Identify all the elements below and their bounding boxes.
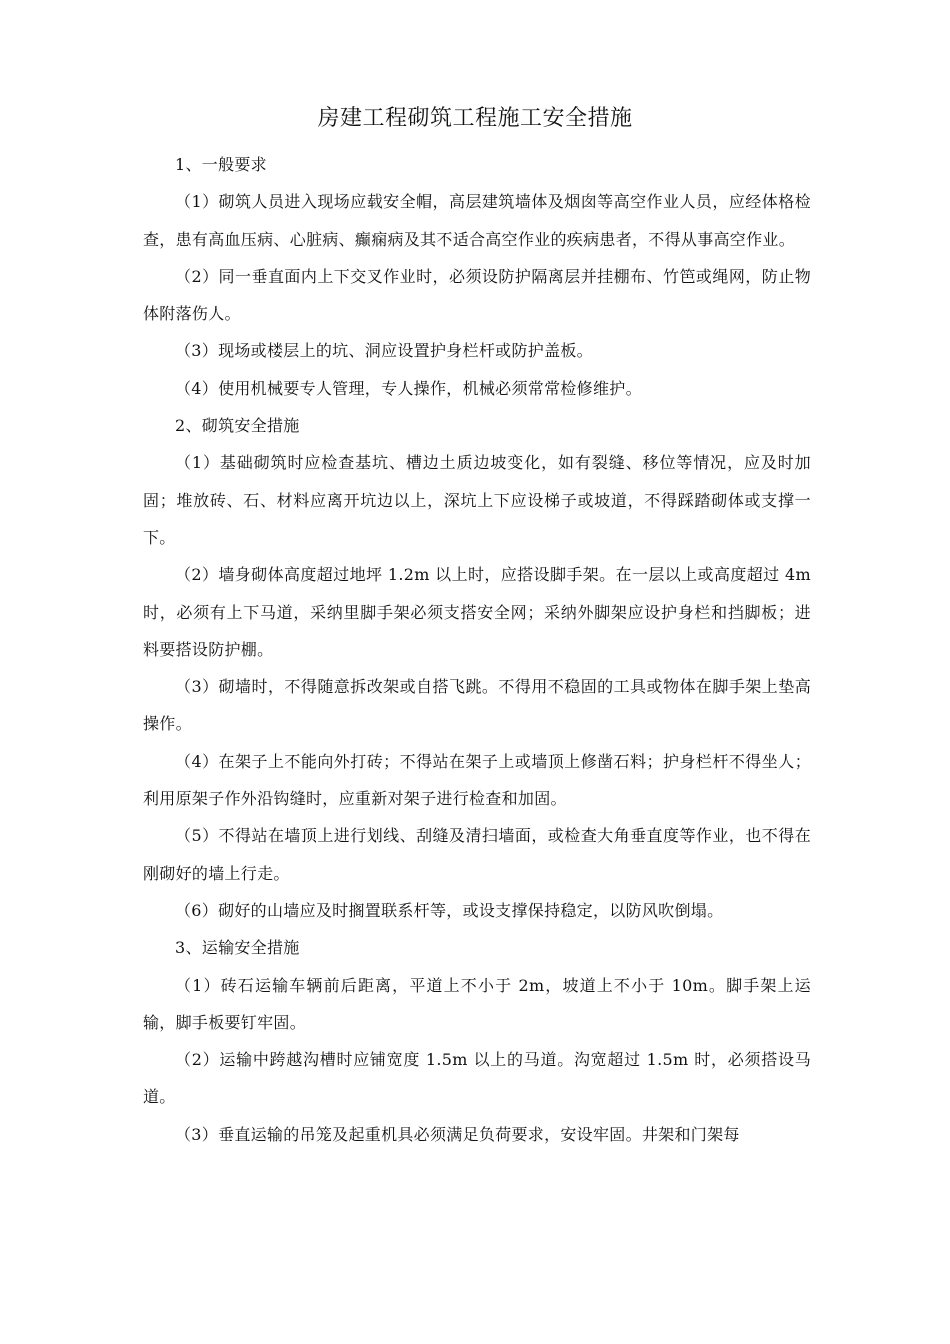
section-heading: 2、砌筑安全措施	[175, 416, 300, 436]
paragraph: （5）不得站在墙顶上进行划线、刮缝及清扫墙面，或检查大角垂直度等作业，也不得在刚砌好的墙上行走。	[143, 826, 811, 883]
section-heading: 1、一般要求	[175, 155, 267, 174]
paragraph: （3）垂直运输的吊笼及起重机具必须满足负荷要求，安设牢固。井架和门架每	[175, 1124, 740, 1144]
section-heading: 3、运输安全措施	[175, 938, 300, 958]
paragraph: （1）基础砌筑时应检查基坑、槽边土质边坡变化，如有裂缝、移位等情况，应及时加固；堆放砖、石、材料应离开坑边以上，深坑上下应设梯子或坡道，不得踩踏砌体或支撑一下。	[143, 453, 811, 547]
paragraph: （1）砖石运输车辆前后距离，平道上不小于 2m，坡道上不小于 10m。脚手架上运输，脚手板要钉牢固。	[143, 975, 811, 1032]
paragraph: （2）运输中跨越沟槽时应铺宽度 1.5m 以上的马道。沟宽超过 1.5m 时，必须搭设马道。	[143, 1050, 811, 1107]
paragraph: （2）墙身砌体高度超过地坪 1.2m 以上时，应搭设脚手架。在一层以上或高度超过 4m 时，必须有上下马道，采纳里脚手架必须支搭安全网；采纳外脚架应设护身栏和挡脚板；进料要搭设防护棚。	[143, 565, 811, 659]
paragraph: （3）现场或楼层上的坑、洞应设置护身栏杆或防护盖板。	[175, 341, 593, 361]
paragraph: （1）砌筑人员进入现场应载安全帽，高层建筑墙体及烟囱等高空作业人员，应经体格检查，患有高血压病、心脏病、癫痫病及其不适合高空作业的疾病患者，不得从事高空作业。	[143, 192, 811, 249]
document-body	[143, 146, 811, 1153]
paragraph: （3）砌墙时，不得随意拆改架或自搭飞跳。不得用不稳固的工具或物体在脚手架上垫高操作。	[143, 677, 811, 734]
document-title: 房建工程砌筑工程施工安全措施	[317, 106, 633, 131]
paragraph: （4）在架子上不能向外打砖；不得站在架子上或墙顶上修凿石料；护身栏杆不得坐人；利用原架子作外沿钩缝时，应重新对架子进行检查和加固。	[143, 751, 811, 809]
paragraph: （6）砌好的山墙应及时搁置联系杆等，或设支撑保持稳定，以防风吹倒塌。	[175, 900, 724, 920]
paragraph: （2）同一垂直面内上下交叉作业时，必须设防护隔离层并挂棚布、竹笆或绳网，防止物体附落伤人。	[143, 266, 811, 324]
paragraph: （4）使用机械要专人管理，专人操作，机械必须常常检修维护。	[175, 378, 642, 398]
